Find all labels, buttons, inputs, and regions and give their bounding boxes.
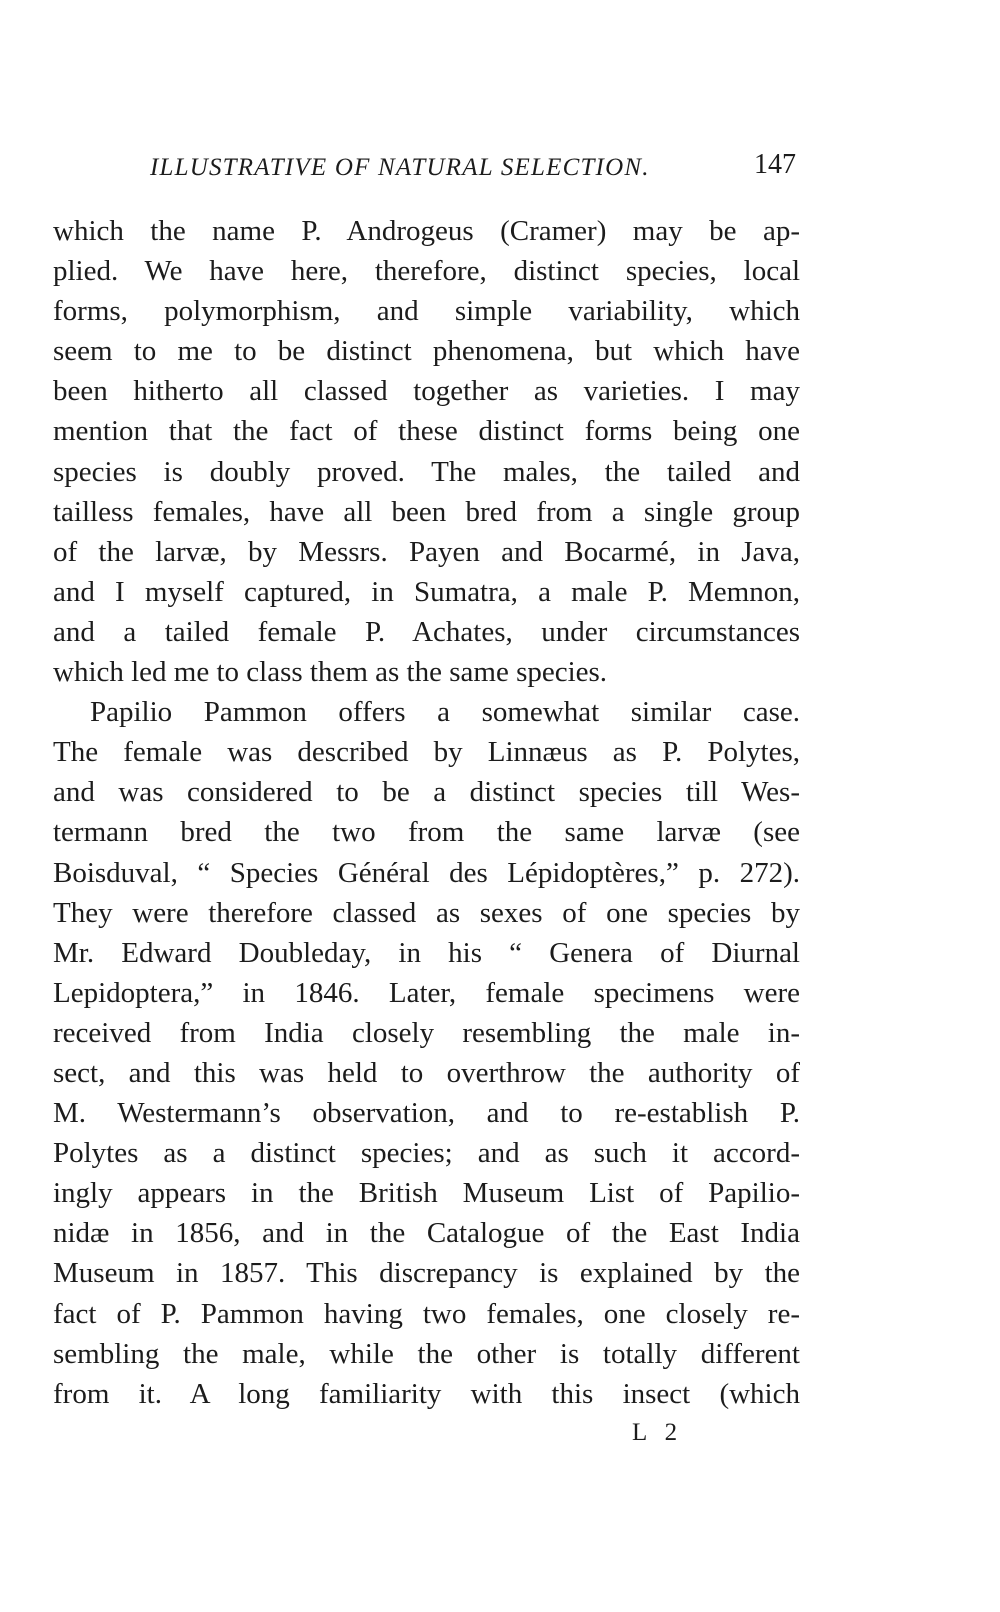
signature-mark: L 2 <box>632 1419 684 1446</box>
text-line: Boisduval, “ Species Général des Lépidoptères,” p. 272). <box>53 856 800 889</box>
page-number: 147 <box>754 149 796 180</box>
text-line: received from India closely resembling the male in- <box>53 1016 800 1049</box>
text-line: ingly appears in the British Museum List of Papilio- <box>53 1177 800 1210</box>
text-line: nidæ in 1856, and in the Catalogue of the East India <box>53 1217 800 1250</box>
text-line: forms, polymorphism, and simple variability, which <box>53 295 800 328</box>
text-line: Mr. Edward Doubleday, in his “ Genera of Diurnal <box>53 936 800 969</box>
text-line: plied. We have here, therefore, distinct species, local <box>53 255 800 288</box>
text-line: and a tailed female P. Achates, under circumstances <box>53 615 800 648</box>
text-line: from it. A long familiarity with this insect (which <box>53 1377 800 1410</box>
text-line: which the name P. Androgeus (Cramer) may be ap- <box>53 215 800 247</box>
text-line: species is doubly proved. The males, the tailed and <box>53 455 800 488</box>
text-line: tailless females, have all been bred from a single group <box>53 495 800 528</box>
text-line: mention that the fact of these distinct forms being one <box>53 415 800 448</box>
text-line: which led me to class them as the same species. <box>53 656 608 689</box>
text-line: Papilio Pammon offers a somewhat similar case. <box>90 696 800 729</box>
text-line: of the larvæ, by Messrs. Payen and Bocarmé, in Java, <box>53 535 800 568</box>
text-line: and was considered to be a distinct species till Wes- <box>53 776 800 809</box>
text-line: termann bred the two from the same larvæ (see <box>53 816 800 849</box>
text-line: Lepidoptera,” in 1846. Later, female specimens were <box>53 976 800 1009</box>
text-line: Polytes as a distinct species; and as such it accord- <box>53 1137 800 1170</box>
text-line: seem to me to be distinct phenomena, but which have <box>53 335 800 368</box>
text-line: sect, and this was held to overthrow the authority of <box>53 1056 800 1089</box>
text-line: and I myself captured, in Sumatra, a male P. Memnon, <box>53 575 800 608</box>
text-line: Museum in 1857. This discrepancy is explained by the <box>53 1257 800 1290</box>
body-text <box>53 211 800 1414</box>
text-line: They were therefore classed as sexes of one species by <box>53 896 800 929</box>
text-line: The female was described by Linnæus as P. Polytes, <box>53 736 800 769</box>
text-line: M. Westermann’s observation, and to re-establish P. <box>53 1097 800 1130</box>
running-head-title: ILLUSTRATIVE OF NATURAL SELECTION. <box>150 154 650 181</box>
text-line: fact of P. Pammon having two females, one closely re- <box>53 1297 800 1330</box>
text-line: sembling the male, while the other is totally different <box>53 1337 800 1370</box>
text-line: been hitherto all classed together as varieties. I may <box>53 375 800 408</box>
